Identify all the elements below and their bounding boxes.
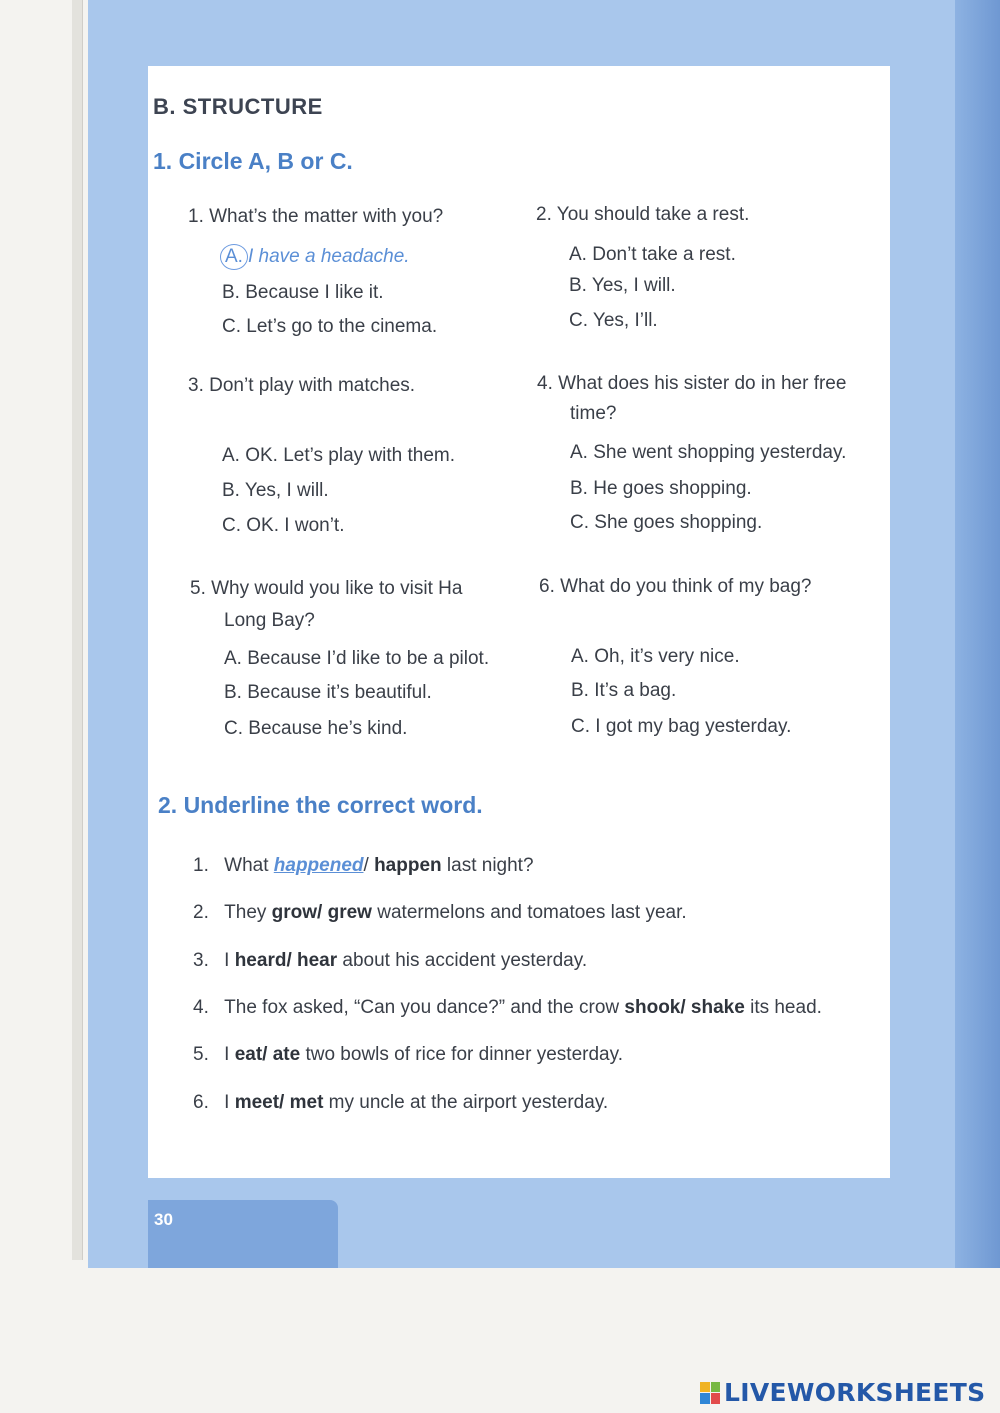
underline-item-6 — [193, 1092, 608, 1114]
item-text: its head. — [744, 997, 822, 1018]
q2-option-b[interactable]: B. Yes, I will. — [569, 275, 676, 296]
item-number: 4. — [193, 997, 209, 1018]
item-text: two bowls of rice for dinner yesterday. — [300, 1044, 623, 1065]
item-text: What — [224, 855, 274, 876]
choice-heard-hear[interactable]: heard/ hear — [234, 950, 338, 971]
underline-item-4 — [193, 997, 822, 1019]
item-text: my uncle at the airport yesterday. — [323, 1092, 609, 1113]
choice-happened[interactable]: happened — [273, 855, 364, 876]
question-1: 1. What’s the matter with you? — [188, 206, 444, 227]
q1-answer-text: I have a headache. — [247, 246, 410, 267]
item-number: 1. — [193, 855, 209, 876]
item-text: I — [224, 1044, 235, 1065]
choice-shook-shake[interactable]: shook/ shake — [624, 997, 745, 1018]
q6-option-a[interactable]: A. Oh, it’s very nice. — [571, 646, 740, 667]
q4-option-b[interactable]: B. He goes shopping. — [570, 478, 752, 499]
separator: / — [363, 855, 375, 876]
q6-option-b[interactable]: B. It’s a bag. — [571, 680, 677, 701]
underline-item-2 — [193, 902, 687, 924]
q2-option-c[interactable]: C. Yes, I’ll. — [569, 310, 658, 331]
item-text: They — [224, 902, 272, 923]
liveworksheets-logo[interactable] — [700, 1378, 985, 1407]
q1-option-b[interactable]: B. Because I like it. — [222, 282, 384, 303]
item-text: last night? — [441, 855, 534, 876]
q4-option-a[interactable]: A. She went shopping yesterday. — [570, 442, 847, 463]
liveworksheets-text: LIVEWORKSHEETS — [724, 1378, 986, 1407]
item-number: 2. — [193, 902, 209, 923]
q5-option-b[interactable]: B. Because it’s beautiful. — [224, 682, 432, 703]
q3-option-c[interactable]: C. OK. I won’t. — [222, 515, 345, 536]
item-text: watermelons and tomatoes last year. — [371, 902, 687, 923]
q5-option-c[interactable]: C. Because he’s kind. — [224, 718, 408, 739]
question-5: 5. Why would you like to visit Ha — [190, 578, 463, 599]
q2-option-a[interactable]: A. Don’t take a rest. — [569, 244, 736, 265]
choice-happen[interactable]: happen — [374, 855, 442, 876]
underline-item-1 — [193, 855, 534, 877]
underline-item-3 — [193, 950, 587, 972]
part2-heading: 2. Underline the correct word. — [158, 792, 483, 818]
q4-option-c[interactable]: C. She goes shopping. — [570, 512, 763, 533]
item-number: 3. — [193, 950, 209, 971]
item-number: 5. — [193, 1044, 209, 1065]
question-6: 6. What do you think of my bag? — [539, 576, 812, 597]
page-edge — [72, 0, 83, 1260]
item-text: I — [224, 950, 235, 971]
choice-meet-met[interactable]: meet/ met — [234, 1092, 324, 1113]
choice-grow-grew[interactable]: grow/ grew — [271, 902, 372, 923]
q3-option-a[interactable]: A. OK. Let’s play with them. — [222, 445, 456, 466]
binding-shadow — [955, 0, 1000, 1268]
choice-eat-ate[interactable]: eat/ ate — [234, 1044, 301, 1065]
q1-option-a[interactable] — [220, 244, 410, 270]
item-text: I — [224, 1092, 235, 1113]
item-text: The fox asked, “Can you dance?” and the crow — [224, 997, 625, 1018]
liveworksheets-icon — [700, 1382, 720, 1404]
answer-circle: A. — [220, 244, 248, 270]
part1-heading: 1. Circle A, B or C. — [153, 148, 353, 174]
question-3: 3. Don’t play with matches. — [188, 375, 416, 396]
section-title: B. STRUCTURE — [153, 94, 323, 119]
question-4: 4. What does his sister do in her free — [537, 373, 847, 394]
underline-item-5 — [193, 1044, 623, 1066]
question-5-cont: Long Bay? — [224, 610, 315, 631]
question-4-cont: time? — [570, 403, 617, 424]
page-number-tab — [148, 1200, 338, 1268]
item-text: about his accident yesterday. — [337, 950, 588, 971]
q3-option-b[interactable]: B. Yes, I will. — [222, 480, 329, 501]
q6-option-c[interactable]: C. I got my bag yesterday. — [571, 716, 792, 737]
q5-option-a[interactable]: A. Because I’d like to be a pilot. — [224, 648, 490, 669]
item-number: 6. — [193, 1092, 209, 1113]
question-2: 2. You should take a rest. — [536, 204, 750, 225]
q1-option-c[interactable]: C. Let’s go to the cinema. — [222, 316, 438, 337]
page-number: 30 — [154, 1210, 173, 1229]
